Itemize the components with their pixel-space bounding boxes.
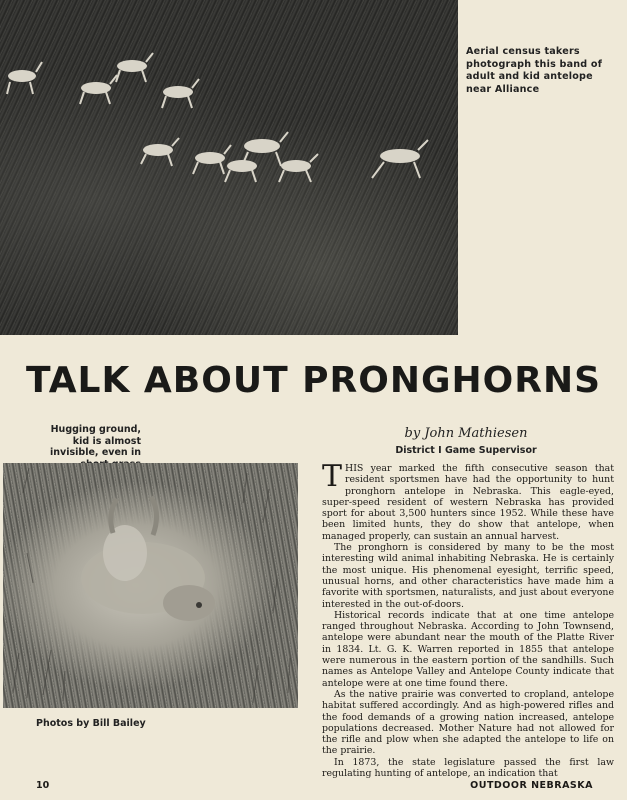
page-number: 10: [36, 780, 50, 791]
antelope-herd-illustration: [0, 0, 458, 335]
drop-cap: T: [322, 459, 343, 494]
magazine-name: OUTDOOR NEBRASKA: [470, 780, 593, 791]
left-photo-caption: Hugging ground, kid is almost invisible, even in: [50, 424, 141, 458]
author-title: District I Game Supervisor: [395, 445, 537, 456]
byline: by John Mathiesen: [404, 426, 528, 441]
article-paragraph-4: As the native prairie was converted to cropland, antelope habitat suffered accordingly. And as high-powered rifles and the food demands of a growing nation increased, antelope populations decreased. Mother Nature had not allowed for the rifle and plow when she adapted the antelope to life on the prairie.: [322, 688, 614, 757]
article-paragraph-2: The pronghorn is considered by many to be the most interesting wild animal inhabiting Nebraska. He is certainly the most unique. His phenomenal eyesight, terrific speed, unusual horns, and other characteristics have made him a favorite with sportsmen, naturalists, and just about everyone interested in the out-of-doors.: [322, 542, 614, 610]
photo-credit: Photos by Bill Bailey: [36, 718, 146, 729]
article-paragraph-3: Historical records indicate that at one time antelope ranged throughout Nebraska. According to John Townsend, antelope were abundant near the mouth of the Platte River in 1834. Lt. G. K. Warren reported in 1855 that antelope were numerous in the eastern portion of the sandhills. Such names as Antelope Valley and Antelope County indicate that antelope were at one time found there.: [322, 609, 614, 689]
article-headline: TALK ABOUT PRONGHORNS: [25, 360, 602, 401]
kid-antelope-illustration: [3, 463, 298, 708]
article-body: [322, 459, 614, 780]
kid-antelope-photo: [3, 463, 298, 708]
article-paragraph-5: In 1873, the state legislature passed the first law regulating hunting of antelope, an indication that: [322, 756, 614, 780]
top-photo-caption: Aerial census takers photograph this band of adult and kid antelope near Alliance: [466, 46, 603, 95]
article-paragraph-1: THIS year marked the fifth consecutive season that resident sportsmen have had the opportunity to hunt pronghorn antelope in Nebraska. This eagle-eyed, super-speed resident of western Nebraska has provided sport for about 3,500 hunters since 1952. While these have been limited hunts, they do show that antelope, when managed properly, can sustain an annual harvest.: [322, 459, 614, 542]
aerial-antelope-photo: [0, 0, 458, 335]
